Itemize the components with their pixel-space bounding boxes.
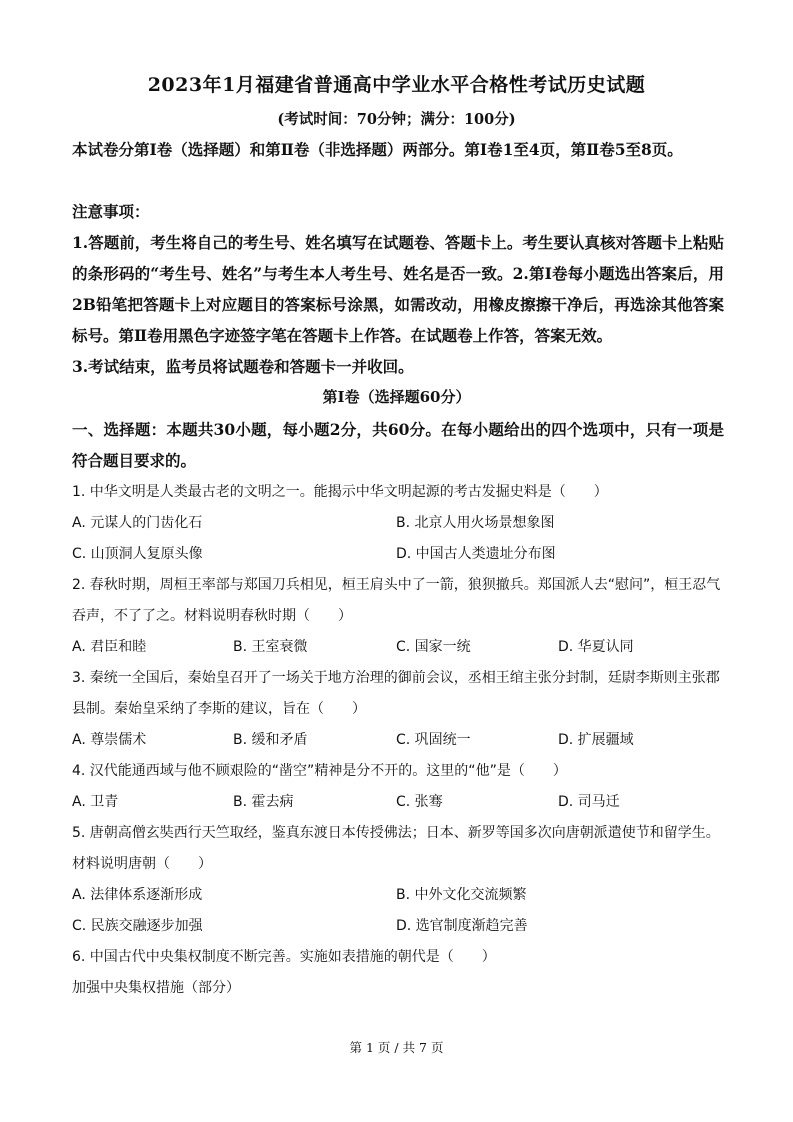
question-4-option-a[interactable]: A. 卫青 [72, 794, 119, 810]
question-2-option-c[interactable]: C. 国家一统 [396, 639, 471, 655]
question-3-option-a[interactable]: A. 尊崇儒术 [72, 732, 147, 748]
question-5-options [72, 880, 724, 911]
notes-body: 1.答题前，考生将自己的考生号、姓名填写在试题卷、答题卡上。考生要认真核对答题卡上粘贴的条形码的“考生号、姓名”与考生本人考生号、姓名是否一致。2.第Ⅰ卷每小题选出答案后，用2B铅笔把答题卡上对应题目的答案标号涂黑，如需改动，用橡皮擦擦干净后，再选涂其他答案标号。第Ⅱ卷用黑色字迹签字笔在答题卡上作答。在试题卷上作答，答案无效。 [72, 233, 724, 345]
question-3-option-c[interactable]: C. 巩固统一 [396, 732, 471, 748]
question-5-option-d[interactable]: D. 选官制度渐趋完善 [396, 918, 528, 934]
question-3-option-b[interactable]: B. 缓和矛盾 [233, 732, 308, 748]
page-number: 第 1 页 / 共 7 页 [349, 1040, 444, 1055]
question-2-option-d[interactable]: D. 华夏认同 [558, 639, 634, 655]
question-1-option-a[interactable]: A. 元谋人的门齿化石 [72, 515, 203, 531]
question-2-option-a[interactable]: A. 君臣和睦 [72, 639, 147, 655]
question-1-options [72, 508, 724, 539]
question-5-stem: 5. 唐朝高僧玄奘西行天竺取经，鉴真东渡日本传授佛法；日本、新罗等国多次向唐朝派遣使节和留学生。材料说明唐朝（ ） [72, 825, 720, 872]
question-4-stem: 4. 汉代能通西域与他不顾艰险的“凿空”精神是分不开的。这里的“他”是（ ） [72, 763, 567, 779]
notes-heading: 注意事项： [72, 202, 150, 221]
question-3-stem: 3. 秦统一全国后，秦始皇召开了一场关于地方治理的御前会议，丞相王绾主张分封制，廷尉李斯则主张郡县制。秦始皇采纳了李斯的建议，旨在（ ） [72, 670, 720, 717]
question-3-options [72, 725, 724, 756]
section-instructions: 一、选择题：本题共30小题，每小题2分，共60分。在每小题给出的四个选项中，只有一项是符合题目要求的。 [72, 420, 724, 470]
section-title: 第Ⅰ卷（选择题60分） [322, 388, 471, 406]
notes-end: 3.考试结束，监考员将试题卷和答题卡一并收回。 [72, 357, 414, 376]
question-3-option-d[interactable]: D. 扩展疆域 [558, 732, 634, 748]
exam-time-and-score: (考试时间：70分钟；满分：100分) [277, 111, 516, 128]
question-6-stem: 6. 中国古代中央集权制度不断完善。实施如表措施的朝代是（ ） [72, 949, 496, 965]
question-5-option-a[interactable]: A. 法律体系逐渐形成 [72, 887, 203, 903]
paper-description: 本试卷分第Ⅰ卷（选择题）和第Ⅱ卷（非选择题）两部分。第Ⅰ卷1至4页，第Ⅱ卷5至8页。 [72, 140, 683, 159]
question-5-options-2 [72, 911, 724, 942]
question-4-option-c[interactable]: C. 张骞 [396, 794, 443, 810]
question-1-option-d[interactable]: D. 中国古人类遗址分布图 [396, 546, 556, 562]
question-5-option-b[interactable]: B. 中外文化交流频繁 [396, 887, 527, 903]
question-1-option-b[interactable]: B. 北京人用火场景想象图 [396, 515, 555, 531]
question-2-options [72, 632, 724, 663]
question-1-stem: 1. 中华文明是人类最古老的文明之一。能揭示中华文明起源的考古发掘史料是（ ） [72, 484, 608, 500]
page-title: 2023年1月福建省普通高中学业水平合格性考试历史试题 [147, 74, 646, 96]
question-1-option-c[interactable]: C. 山顶洞人复原头像 [72, 546, 203, 562]
question-4-options [72, 787, 724, 818]
question-2-option-b[interactable]: B. 王室衰微 [233, 639, 308, 655]
question-1-options-2 [72, 539, 724, 570]
question-2-stem: 2. 春秋时期，周桓王率部与郑国刀兵相见，桓王肩头中了一箭，狼狈撤兵。郑国派人去“慰问”，桓王忍气吞声，不了了之。材料说明春秋时期（ ） [72, 577, 721, 624]
question-4-option-b[interactable]: B. 霍去病 [233, 794, 294, 810]
question-6-table-caption: 加强中央集权措施（部分） [72, 980, 240, 996]
question-5-option-c[interactable]: C. 民族交融逐步加强 [72, 918, 203, 934]
question-4-option-d[interactable]: D. 司马迁 [558, 794, 620, 810]
